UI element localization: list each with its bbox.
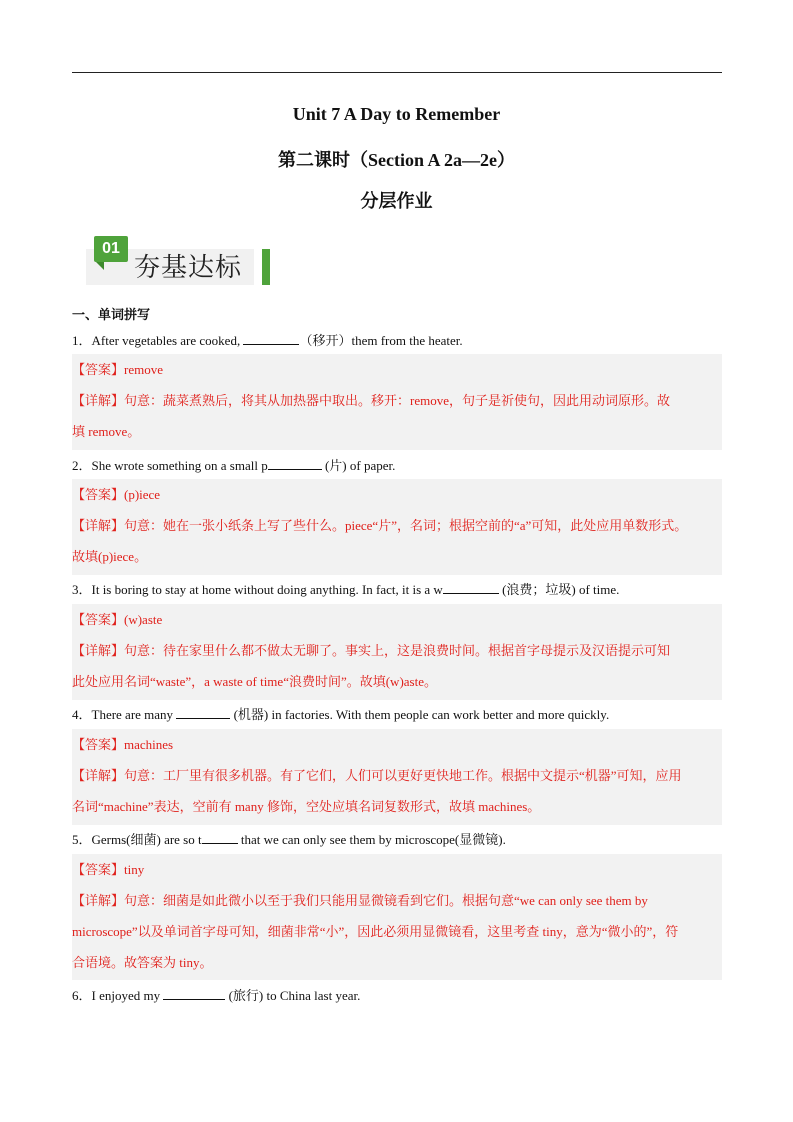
answer-1: 【答案】remove — [72, 362, 163, 377]
question-2-text-after: (片) of paper. — [321, 458, 396, 473]
lesson-subtitle: 第二课时（Section A 2a—2e） — [278, 150, 515, 170]
badge-number: 01 — [94, 236, 128, 262]
question-6-text-before: 6．I enjoyed my — [72, 988, 164, 1003]
question-5-blank[interactable] — [202, 829, 238, 844]
detail-4-line-1: 【详解】句意：工厂里有很多机器。有了它们，人们可以更好更快地工作。根据中文提示“机器”可知，应用 — [72, 768, 682, 783]
question-1 — [72, 330, 732, 351]
question-4-text-before: 4．There are many — [72, 707, 177, 722]
question-5-text-before: 5．Germs(细菌) are so t — [72, 832, 202, 847]
detail-5-line-2: microscope”以及单词首字母可知，细菌非常“小”，因此必须用显微镜看，这里考查 tiny，意为“微小的”，符 — [72, 924, 679, 939]
detail-3-line-2: 此处应用名词“waste”，a waste of time“浪费时间”。故填(w)aste。 — [72, 674, 437, 689]
unit-title: Unit 7 A Day to Remember — [292, 104, 501, 124]
question-1-text-after: （移开）them from the heater. — [299, 333, 463, 348]
answer-block-5 — [72, 854, 722, 980]
detail-3-line-1: 【详解】句意：待在家里什么都不做太无聊了。事实上，这是浪费时间。根据首字母提示及汉语提示可知 — [72, 643, 671, 658]
question-2-text-before: 2．She wrote something on a small p — [72, 458, 268, 473]
question-1-blank[interactable] — [243, 330, 299, 345]
question-6-blank[interactable] — [163, 985, 225, 1000]
question-3-text-after: (浪费；垃圾) of time. — [498, 582, 620, 597]
answer-5: 【答案】tiny — [72, 862, 145, 877]
badge-fold-icon — [96, 262, 104, 270]
detail-2-line-1: 【详解】句意：她在一张小纸条上写了些什么。piece“片”，名词；根据空前的“a”可知，此处应用单数形式。 — [72, 518, 688, 533]
answer-block-1 — [72, 354, 722, 450]
detail-4-line-2: 名词“machine”表达，空前有 many 修饰，空处应填名词复数形式，故填 machines。 — [72, 799, 541, 814]
question-5 — [72, 829, 732, 850]
question-4-text-after: (机器) in factories. With them people can work better and more quickly. — [230, 707, 610, 722]
question-2-blank[interactable] — [268, 455, 322, 470]
question-3-blank[interactable] — [443, 579, 499, 594]
answer-2: 【答案】(p)iece — [72, 487, 161, 502]
answer-block-2 — [72, 479, 722, 575]
question-5-text-after: that we can only see them by microscope(显微镜). — [237, 832, 506, 847]
detail-2-line-2: 故填(p)iece。 — [72, 549, 148, 564]
question-3 — [72, 579, 732, 600]
question-4 — [72, 704, 732, 725]
answer-block-3 — [72, 604, 722, 700]
badge-label: 夯基达标 — [134, 253, 243, 283]
badge-accent-bar — [262, 249, 270, 285]
homework-title: 分层作业 — [360, 191, 433, 211]
question-6-text-after: (旅行) to China last year. — [225, 988, 361, 1003]
question-1-text-before: 1．After vegetables are cooked, — [72, 333, 244, 348]
section-badge — [86, 236, 272, 286]
section-heading: 一、单词拼写 — [72, 308, 151, 323]
detail-1-line-2: 填 remove。 — [72, 424, 141, 439]
detail-1-line-1: 【详解】句意：蔬菜煮熟后，将其从加热器中取出。移开：remove，句子是祈使句，因此用动词原形。故 — [72, 393, 670, 408]
question-2 — [72, 455, 732, 476]
question-3-text-before: 3．It is boring to stay at home without doing anything. In fact, it is a w — [72, 582, 443, 597]
answer-block-4 — [72, 729, 722, 825]
question-4-blank[interactable] — [176, 704, 230, 719]
question-6 — [72, 985, 732, 1006]
header-rule — [72, 72, 722, 73]
answer-3: 【答案】(w)aste — [72, 612, 163, 627]
detail-5-line-1: 【详解】句意：细菌是如此微小以至于我们只能用显微镜看到它们。根据句意“we can only see them by — [72, 893, 648, 908]
detail-5-line-3: 合语境。故答案为 tiny。 — [72, 955, 213, 970]
answer-4: 【答案】machines — [72, 737, 174, 752]
